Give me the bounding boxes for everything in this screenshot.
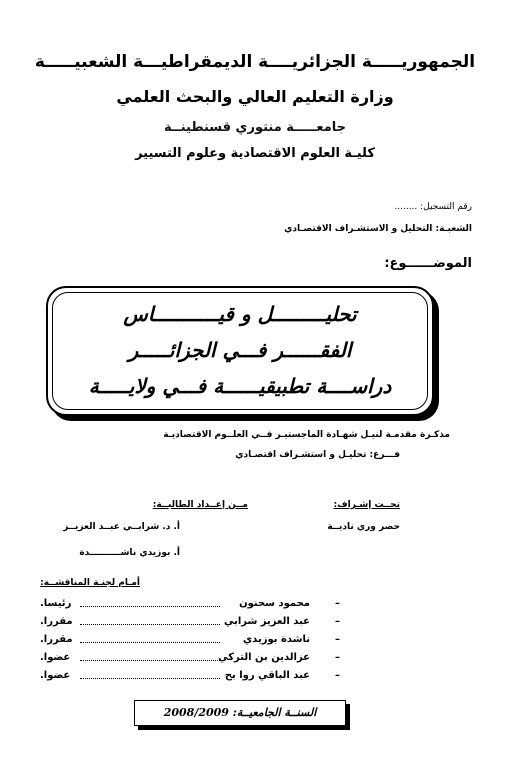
title-box	[46, 286, 434, 416]
title-line-3: دراســــة تطبيقيــــــة فـــي ولايـــــة	[88, 374, 392, 398]
member-dash: –	[335, 652, 340, 663]
member-dots	[80, 606, 220, 607]
committee-member	[40, 652, 340, 668]
member-role: رئيسا.	[40, 598, 72, 609]
branch-label: الشعبـة: التحليل و الاستشـراف الاقتصـادي	[284, 224, 472, 234]
title-line-1: تحليـــــــــل و قيـــــــــــاس	[123, 302, 357, 326]
member-name: محمود سحنون	[239, 598, 310, 609]
student-1: أ. د. شرابــي عبــد العزيــز	[63, 522, 180, 532]
committee-member	[40, 616, 340, 632]
thesis-memo: مذكـرة مقدمـة لنيـل شهـادة الماجستيـر فــي العلــوم الاقتصاديـة	[163, 430, 450, 440]
supervisor-name: حصر وري ناديــة	[327, 522, 400, 532]
member-dash: –	[335, 598, 340, 609]
member-dots	[80, 624, 220, 625]
committee-label: أمـام لجنـة المناقشــة:	[40, 578, 140, 588]
member-name: عبد الباقي روا بح	[224, 670, 310, 681]
member-role: عضوا.	[40, 652, 71, 663]
students-label: مــن إعــداد الطالبــة:	[152, 500, 248, 510]
member-role: عضوا.	[40, 670, 71, 681]
republic-heading: الجمهوريـــــة الجزائريــــة الديمقراطيـــة الشعبيـــــة	[34, 52, 476, 72]
member-dash: –	[335, 670, 340, 681]
subject-label: الموضــــــوع:	[384, 256, 472, 271]
member-dots	[80, 642, 220, 643]
thesis-specialty: فـــرع: تحليـل و استشـراف اقتصـادي	[235, 450, 400, 460]
member-role: مقررا.	[40, 634, 73, 645]
academic-year-box: السنــة الجامعيــة: 2008/2009	[134, 700, 346, 726]
supervisor-label: تحــت إشـراف:	[333, 500, 400, 510]
member-dots	[80, 660, 220, 661]
title-line-2: الفقــــــر فـــي الجزائـــــر	[128, 338, 352, 362]
member-name: عبد العزيز شرابي	[223, 616, 310, 627]
committee-member	[40, 598, 340, 614]
member-dots	[80, 678, 220, 679]
university-heading: جامعـــــة منتوري قسنطينــة	[163, 120, 347, 135]
member-dash: –	[335, 634, 340, 645]
member-name: ناشدة بوزيدي	[243, 634, 310, 645]
member-dash: –	[335, 616, 340, 627]
committee-member	[40, 634, 340, 650]
member-role: مقررا.	[40, 616, 73, 627]
registration-number: رقم التسجيل: ........	[394, 202, 472, 212]
faculty-heading: كليـة العلوم الاقتصادية وعلوم التسيير	[135, 146, 375, 161]
ministry-heading: وزارة التعليم العالي والبحث العلمي	[116, 87, 394, 106]
student-2: أ. بوزيدي ناشــــــــــدة	[79, 548, 180, 558]
committee-member	[40, 670, 340, 686]
member-name: عزالدين بن التركي	[218, 652, 310, 663]
